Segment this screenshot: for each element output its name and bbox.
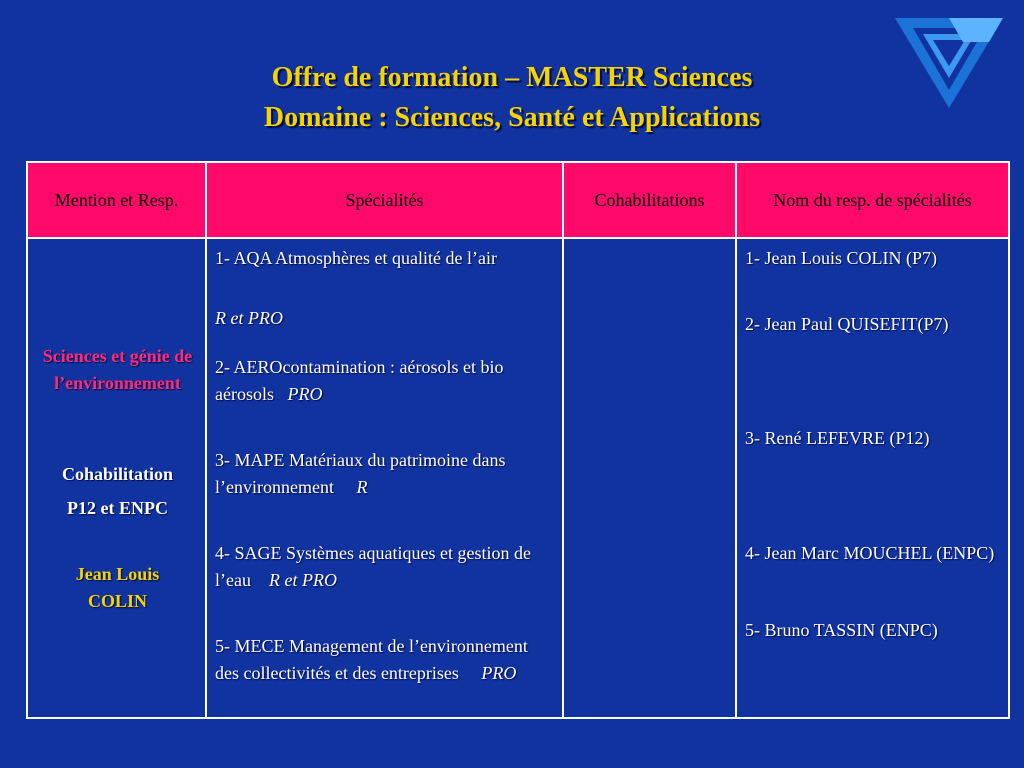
specialite-2-text: 2- AEROcontamination : aérosols et bio aérosols	[215, 357, 504, 404]
specialite-4-type: R et PRO	[268, 570, 337, 590]
mention-cohab-label: Cohabilitation	[61, 464, 174, 484]
specialite-2	[215, 354, 550, 408]
specialite-3-type: R	[356, 477, 368, 497]
specialite-5-text: 5- MECE Management de l’environnement des collectivités et des entreprises	[215, 636, 528, 683]
cohabitations-cell	[563, 238, 736, 718]
responsable-4: 4- Jean Marc MOUCHEL (ENPC)	[745, 543, 995, 563]
table-header-row	[27, 162, 1009, 238]
specialite-2-type: PRO	[287, 384, 323, 404]
mention-responsable: Jean Louis COLIN	[75, 564, 160, 611]
header-mention: Mention et Resp.	[27, 162, 206, 238]
title-line-1: Offre de formation – MASTER Sciences	[271, 62, 753, 93]
formation-table	[26, 161, 1010, 719]
specialite-5-type: PRO	[481, 663, 517, 683]
mention-cell	[27, 238, 206, 718]
table-row	[27, 238, 1009, 718]
specialite-4-text: 4- SAGE Systèmes aquatiques et gestion de l’eau	[215, 543, 531, 590]
responsable-2: 2- Jean Paul QUISEFIT(P7)	[745, 314, 949, 334]
responsables-cell	[736, 238, 1009, 718]
specialite-1-type: R et PRO	[215, 308, 283, 328]
mention-name: Sciences et génie de l’environnement	[42, 346, 193, 393]
slide-title	[0, 58, 1024, 138]
specialites-cell	[206, 238, 563, 718]
header-cohabilitations: Cohabilitations	[563, 162, 736, 238]
title-line-2: Domaine : Sciences, Santé et Applications	[263, 102, 761, 133]
specialite-3	[215, 447, 550, 501]
responsable-5: 5- Bruno TASSIN (ENPC)	[745, 620, 938, 640]
specialite-4	[215, 540, 550, 594]
mention-cohab-value: P12 et ENPC	[67, 498, 168, 518]
header-specialites: Spécialités	[206, 162, 563, 238]
specialite-5	[215, 633, 550, 687]
university-logo-icon	[893, 14, 1005, 110]
responsable-3: 3- René LEFEVRE (P12)	[745, 428, 930, 448]
responsable-1: 1- Jean Louis COLIN (P7)	[745, 248, 937, 268]
specialite-1	[215, 245, 550, 272]
header-responsables: Nom du resp. de spécialités	[736, 162, 1009, 238]
specialite-1-text: 1- AQA Atmosphères et qualité de l’air	[215, 248, 497, 268]
specialite-3-text: 3- MAPE Matériaux du patrimoine dans l’environnement	[215, 450, 506, 497]
